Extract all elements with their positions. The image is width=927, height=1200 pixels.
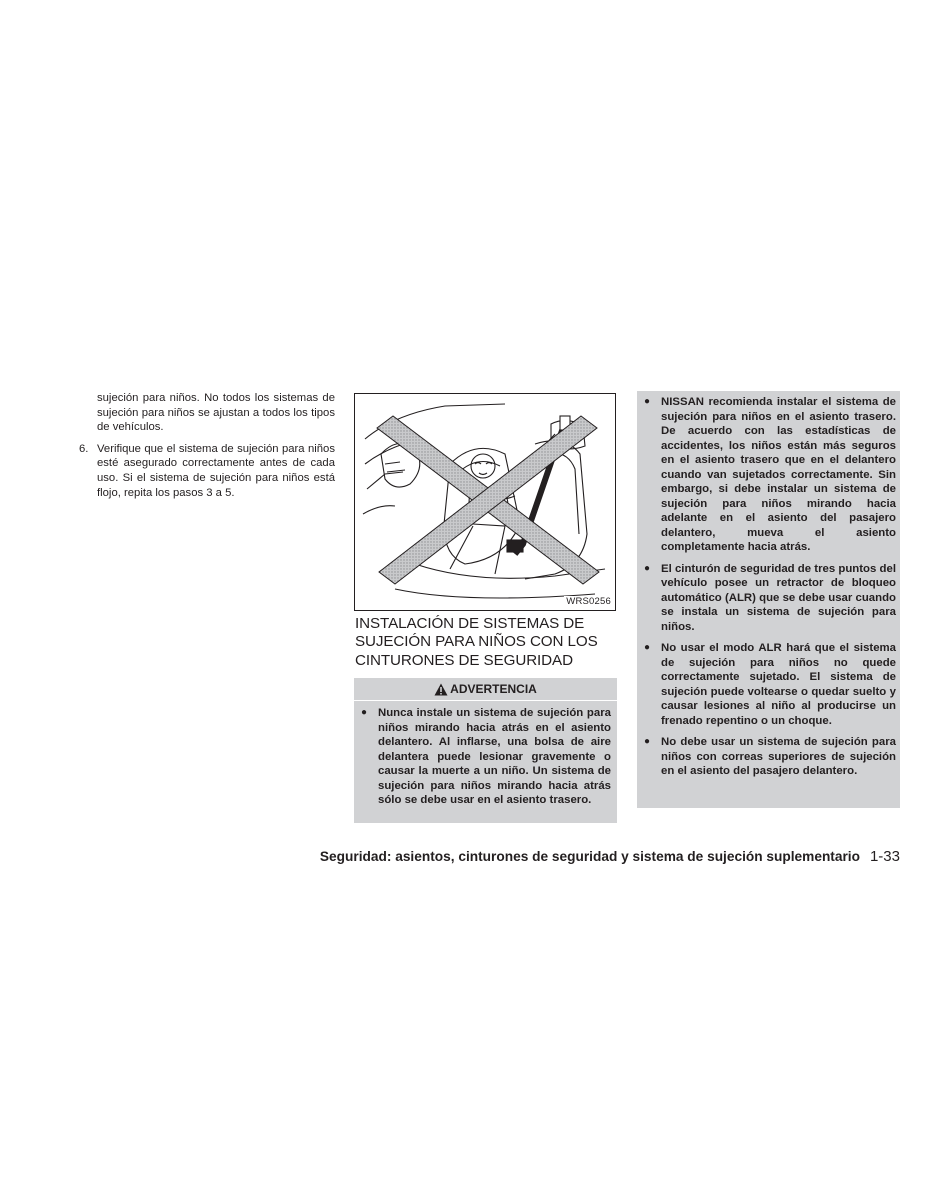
warning-list	[360, 706, 611, 808]
note-text: No debe usar un sistema de sujeción para niños con correas superiores de sujeción en el asiento del pasajero delantero.	[661, 736, 896, 777]
left-column	[79, 391, 335, 500]
list-item	[643, 395, 896, 555]
step-text: Verifique que el sistema de sujeción para niños esté asegurado correctamente antes de cada uso. Si el sistema de sujeción para niños está flojo, repita los pasos 3 a 5.	[97, 442, 335, 499]
note-text: El cinturón de seguridad de tres puntos del vehículo posee un retractor de bloqueo automático (ALR) que se debe usar cuando se instala un sistema de sujeción para niños.	[661, 562, 896, 633]
footer-title: Seguridad: asientos, cinturones de seguridad y sistema de sujeción suplementario	[319, 849, 860, 864]
warning-triangle-icon	[434, 683, 448, 696]
list-item	[643, 562, 896, 635]
bullet: ●	[361, 707, 368, 718]
continuation-paragraph: sujeción para niños. No todos los sistemas de sujeción para niños se ajustan a todos los tipos de vehículos.	[97, 392, 335, 434]
note-text: NISSAN recomienda instalar el sistema de sujeción para niños en el asiento trasero. De acuerdo con las estadísticas de accidentes, los niños están más seguros en el asiento trasero que en el delantero cuando van sujetados correctamente. Sin embargo, si debe instalar un sistema de sujeción para niños mirando hacia adelante en el asiento del pasajero delantero, mueva el asiento completamente hacia atrás.	[661, 396, 896, 553]
step-6	[79, 442, 335, 500]
list-item	[643, 641, 896, 728]
warning-label: ADVERTENCIA	[450, 682, 537, 696]
page-footer	[300, 848, 900, 865]
note-text: No usar el modo ALR hará que el sistema de sujeción para niños no quede correctamente sujetado. El sistema de sujeción puede voltearse o quedar suelto y causar lesiones al niño al producirse un frenado repentino o un choque.	[661, 642, 896, 727]
warning-text: Nunca instale un sistema de sujeción para niños mirando hacia atrás en el asiento delantero. Al inflarse, una bolsa de aire delantera puede lesionar gravemente o causar la muerte a un niño. Un sistema de sujeción para niños mirando hacia atrás sólo se debe usar en el asiento trasero.	[378, 707, 611, 806]
cross-mark	[377, 416, 599, 584]
section-title: INSTALACIÓN DE SISTEMAS DE SUJECIÓN PARA NIÑOS CON LOS CINTURONES DE SEGURIDAD	[355, 615, 598, 669]
list-item	[360, 706, 611, 808]
page-number: 1-33	[869, 848, 900, 865]
warning-header	[354, 678, 617, 701]
bullet: ●	[644, 562, 651, 574]
bullet: ●	[644, 642, 651, 653]
warning-box	[354, 678, 617, 823]
crossed-out-illustration	[355, 394, 616, 611]
right-column-notes	[637, 391, 900, 808]
list-item	[643, 735, 896, 779]
child-seat-figure	[354, 393, 616, 611]
figure-code: WRS0256	[566, 596, 611, 607]
bullet: ●	[644, 396, 651, 407]
step-number: 6.	[79, 442, 89, 455]
notes-list	[643, 395, 896, 779]
bullet: ●	[644, 736, 651, 747]
